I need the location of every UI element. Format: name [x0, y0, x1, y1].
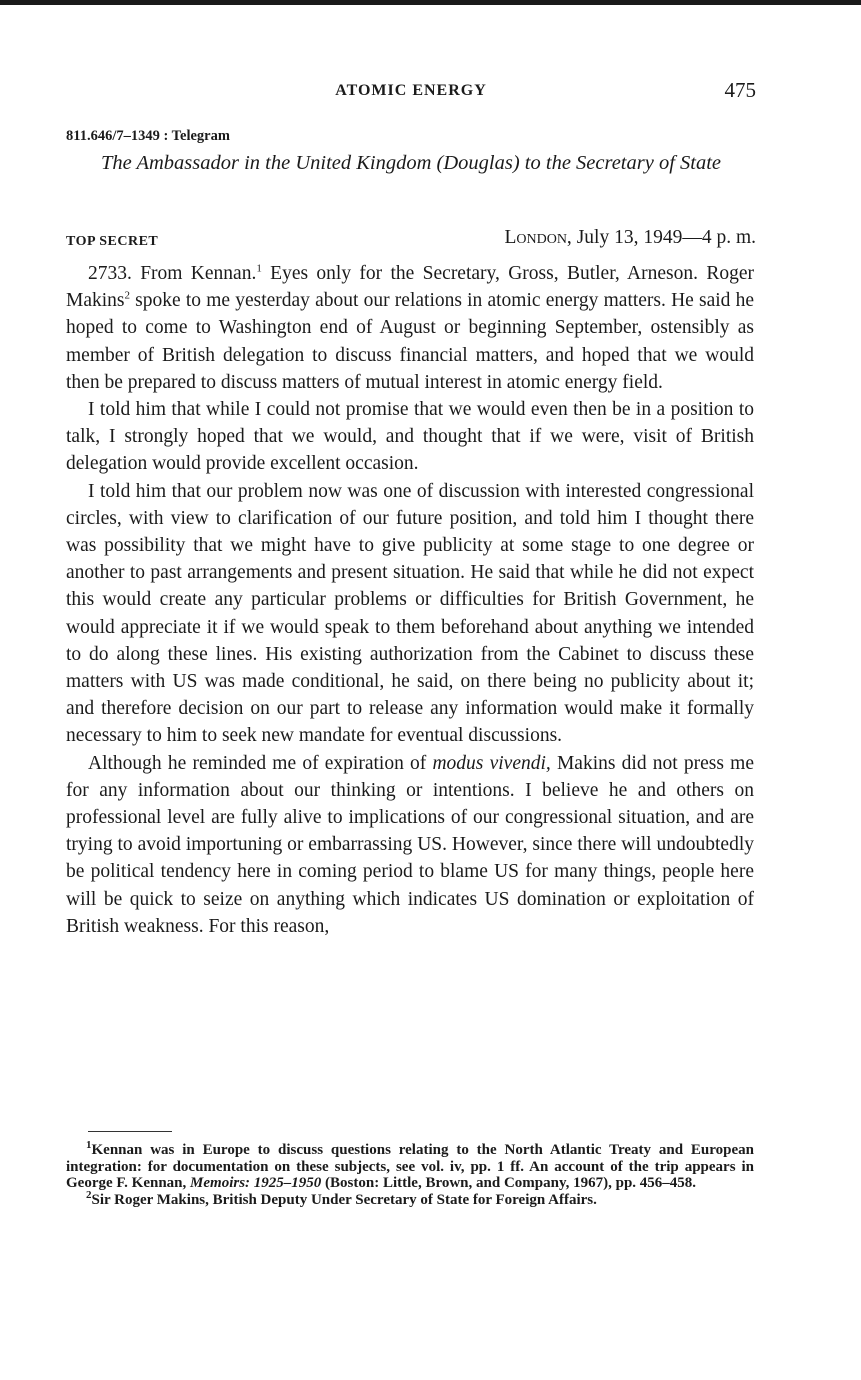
paragraph-1 [66, 260, 754, 396]
page-header [66, 78, 756, 108]
document-title: The Ambassador in the United Kingdom (Douglas) to the Secretary of State [100, 152, 722, 174]
paragraph-4-text-b: Makins did not press me for any information about our thinking or intentions. I believe he and others on professional level are fully alive to implications of our congressional situation, and are trying to avoid importuning or embarrassing US. However, since there will undoubtedly be political tendency here in coming period to blame US for many things, people here will be quick to seize on anything which indicates US domination or exploitation of British weakness. For this reason, [66, 752, 754, 937]
dateline [504, 227, 756, 249]
paragraph-4-italic: modus vivendi, [432, 752, 551, 774]
paragraph-1-text-b: Eyes only for the Secretary, Gross, Butler, Arneson. Roger Makins [66, 263, 754, 312]
running-head: ATOMIC ENERGY [335, 82, 487, 99]
paragraph-2: I told him that while I could not promise that we would even then be in a position to talk, I strongly hoped that we would, and thought that if we were, visit of British delegation would provide excellent occasion. [66, 399, 754, 475]
footnote-ref-2[interactable]: 2 [124, 289, 130, 302]
telegram-body [66, 260, 754, 940]
footnote-1 [66, 1139, 754, 1192]
footnote-1-mark: 1 [86, 1139, 92, 1151]
paragraph-4-text-a: Although he reminded me of expiration of [88, 752, 433, 774]
footnote-1-text-b: (Boston: Little, Brown, and Company, 1967), pp. 456–458. [321, 1175, 697, 1191]
paragraph-3: I told him that our problem now was one of discussion with interested congressional circles, with view to clarification of our future position, and told him I thought there was possibility that we might have to give publicity at some stage to one degree or another to past arrangements and present situation. He said that while he did not expect this would create any particular problems or difficulties for British Government, he would appreciate it if we would speak to them beforehand about anything we intended to do along these lines. His existing authorization from the Cabinet to discuss these matters with US was made conditional, he said, on there being no publicity about it; and therefore decision on our part to release any information would make it formally necessary to him to seek new mandate for eventual discussions. [66, 480, 754, 747]
classification-label: TOP SECRET [66, 234, 159, 249]
paragraph-1-text-a: 2733. From Kennan. [88, 263, 257, 284]
paragraph-4 [66, 750, 754, 940]
dateline-place: London, [504, 227, 572, 248]
footnote-ref-1[interactable]: 1 [256, 262, 262, 275]
footnote-2 [66, 1188, 754, 1209]
footnote-2-text: Sir Roger Makins, British Deputy Under Secretary of State for Foreign Affairs. [91, 1191, 597, 1208]
top-border-rule [0, 0, 861, 5]
dateline-date: July 13, 1949—4 p. m. [576, 227, 756, 248]
paragraph-1-text-c: spoke to me yesterday about our relations in atomic energy matters. He said he hoped to come to Washington end of August or beginning September, ostensibly as member of British delegation to discuss financial matters, and hoped that we would then be prepared to discuss matters of mutual interest in atomic energy field. [66, 290, 754, 393]
footnote-separator [88, 1131, 172, 1132]
footnote-2-mark: 2 [86, 1188, 92, 1201]
footnote-1-italic: Memoirs: 1925–1950 [190, 1175, 322, 1191]
footnote-1-text-a: Kennan was in Europe to discuss questions relating to the North Atlantic Treaty and European integration: for documentation on these subjects, see vol. iv, pp. 1 ff. An account of the trip appears in George F. Kennan, [66, 1142, 754, 1191]
page-number: 475 [724, 78, 756, 102]
footnotes [66, 1139, 754, 1208]
file-reference: 811.646/7–1349 : Telegram [66, 128, 230, 144]
